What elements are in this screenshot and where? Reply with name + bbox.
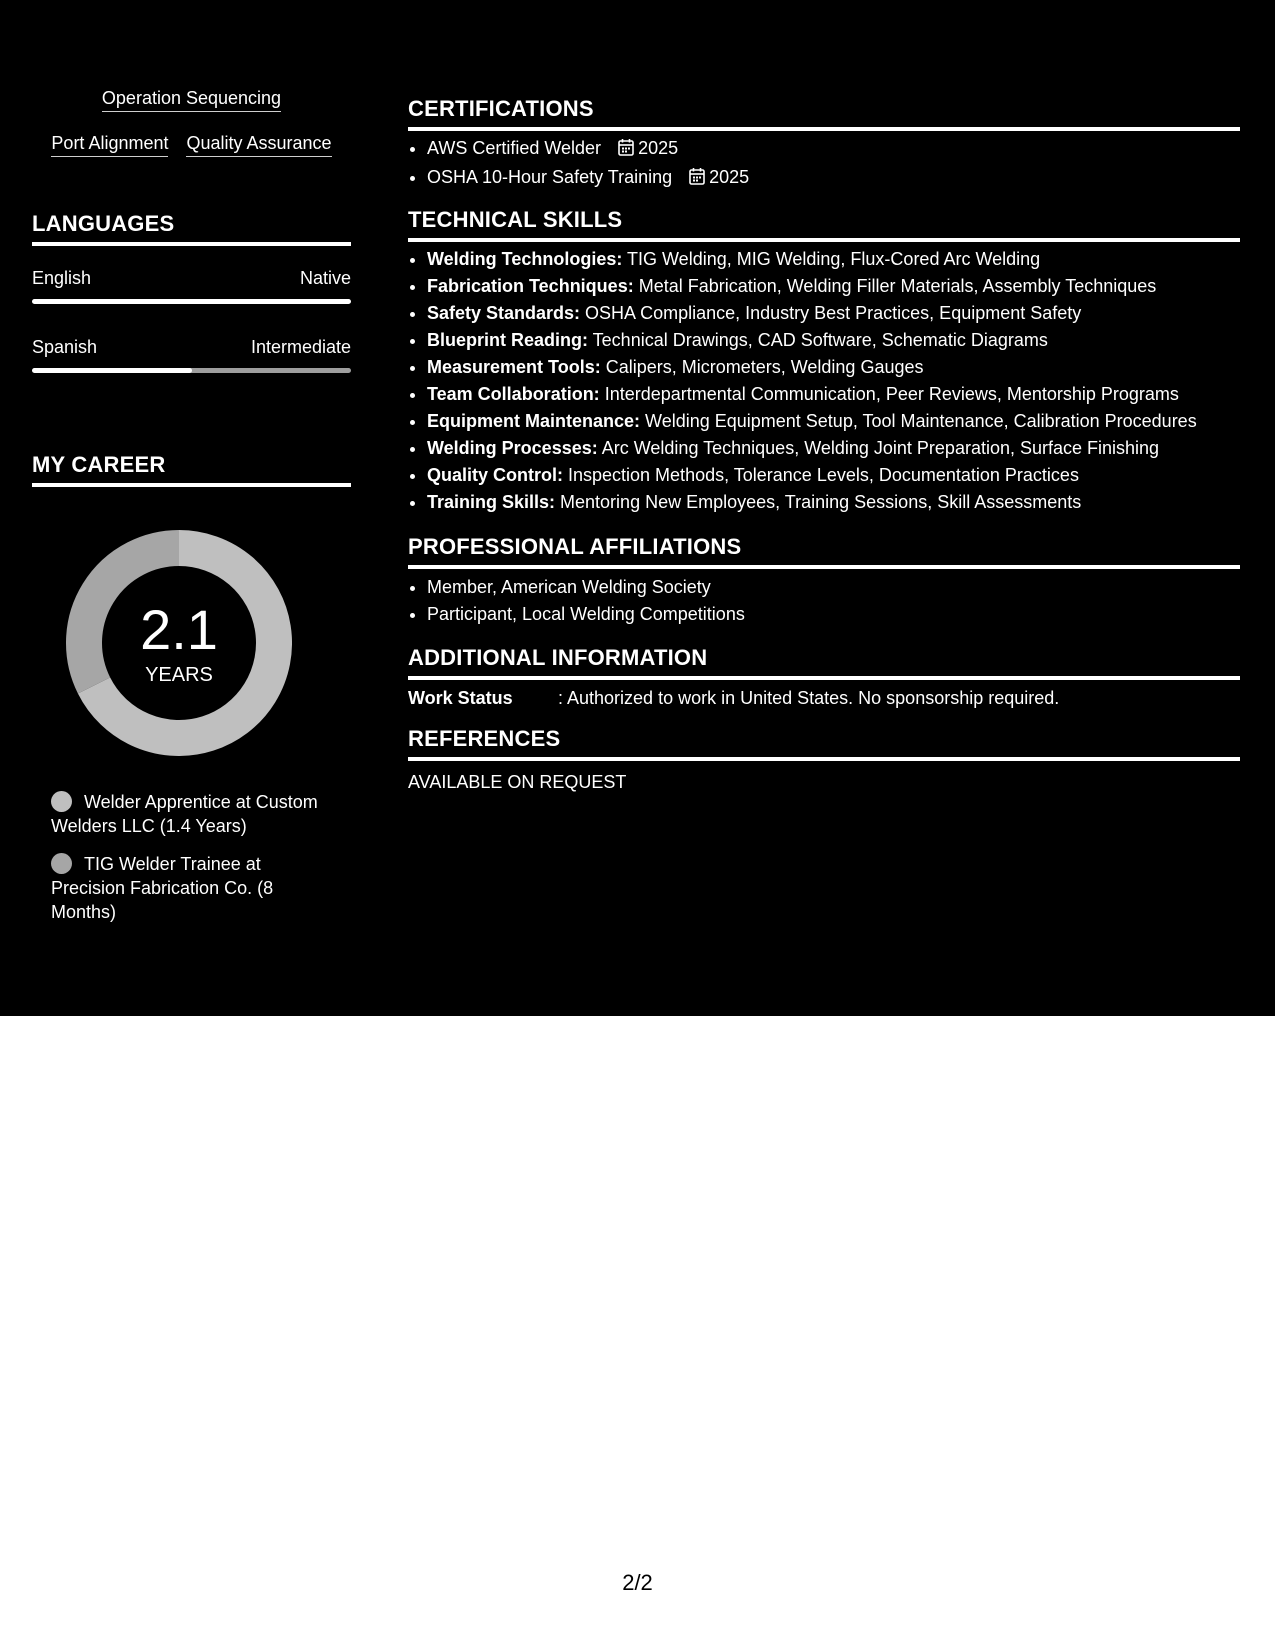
career-entry [51, 790, 331, 838]
skill-text: Technical Drawings, CAD Software, Schematic Diagrams [588, 330, 1048, 350]
skill-label: Safety Standards: [427, 303, 581, 323]
certification-item [427, 164, 1240, 193]
skill-item [427, 246, 1240, 273]
skill-label: Equipment Maintenance: [427, 411, 641, 431]
skill-tag: Operation Sequencing [102, 88, 281, 112]
references-title: REFERENCES [408, 726, 1240, 761]
skill-label: Quality Control: [427, 465, 563, 485]
skill-tags-row-1 [32, 88, 351, 112]
certification-item [427, 135, 1240, 164]
career-entry-text: Welder Apprentice at Custom Welders LLC (1.4 Years) [51, 792, 318, 836]
skill-tag: Quality Assurance [186, 133, 331, 157]
language-proficiency-fill [32, 368, 192, 373]
language-row-spanish [32, 337, 351, 358]
affiliation-item: • Participant, Local Welding Competitions [427, 601, 1240, 628]
technical-skills-title: TECHNICAL SKILLS [408, 207, 1240, 242]
skill-text: Calipers, Micrometers, Welding Gauges [600, 357, 924, 377]
language-level: Intermediate [250, 337, 351, 357]
languages-title: LANGUAGES [32, 211, 351, 246]
skill-label: Team Collaboration: [427, 384, 600, 404]
skill-item [427, 381, 1240, 408]
calendar-icon [618, 137, 634, 164]
career-total-unit: YEARS [145, 664, 213, 686]
career-title: MY CAREER [32, 452, 351, 487]
skill-text: Welding Equipment Setup, Tool Maintenance, Calibration Procedures [640, 411, 1197, 431]
affiliations-list [408, 574, 1240, 628]
language-level: Native [299, 268, 351, 288]
skill-item [427, 462, 1240, 489]
certification-year: 2025 [709, 167, 750, 187]
work-status-value: : Authorized to work in United States. No sponsorship required. [558, 688, 1060, 708]
skill-label: Blueprint Reading: [427, 330, 588, 350]
certification-name: AWS Certified Welder [427, 138, 602, 158]
skill-label: Measurement Tools: [427, 357, 601, 377]
language-row-english [32, 268, 351, 289]
skill-item [427, 408, 1240, 435]
skill-label: Welding Processes: [427, 438, 598, 458]
calendar-icon [689, 166, 705, 193]
skill-text: Mentoring New Employees, Training Sessions, Skill Assessments [555, 492, 1082, 512]
career-donut-center [66, 530, 292, 756]
technical-skills-list [408, 246, 1240, 516]
skill-text: Interdepartmental Communication, Peer Reviews, Mentorship Programs [599, 384, 1179, 404]
skill-text: OSHA Compliance, Industry Best Practices, Equipment Safety [580, 303, 1082, 323]
certification-name: OSHA 10-Hour Safety Training [427, 167, 673, 187]
skill-tag: Port Alignment [51, 133, 168, 157]
work-status-label: Work Status [408, 688, 513, 708]
language-proficiency-fill [32, 299, 351, 304]
skill-text: Metal Fabrication, Welding Filler Materials, Assembly Techniques [633, 276, 1157, 296]
career-entry-text: TIG Welder Trainee at Precision Fabrication Co. (8 Months) [51, 854, 274, 922]
affiliations-title: PROFESSIONAL AFFILIATIONS [408, 534, 1240, 569]
language-proficiency-bar [32, 299, 351, 304]
skill-item [427, 435, 1240, 462]
certification-year: 2025 [638, 138, 679, 158]
career-donut-chart [66, 530, 292, 756]
skill-label: Training Skills: [427, 492, 556, 512]
page-number: 2/2 [622, 1570, 653, 1595]
work-status-row [408, 688, 1240, 709]
career-total-value: 2.1 [140, 598, 218, 661]
certifications-title: CERTIFICATIONS [408, 96, 1240, 131]
affiliation-item: • Member, American Welding Society [427, 574, 1240, 601]
career-legend-dot [51, 791, 72, 812]
skill-item [427, 273, 1240, 300]
skill-item [427, 489, 1240, 516]
career-legend-dot [51, 853, 72, 874]
language-name: English [32, 268, 92, 288]
skill-item [427, 327, 1240, 354]
skill-text: TIG Welding, MIG Welding, Flux-Cored Arc Welding [622, 249, 1041, 269]
skill-item [427, 354, 1240, 381]
skill-text: Arc Welding Techniques, Welding Joint Preparation, Surface Finishing [597, 438, 1160, 458]
skill-text: Inspection Methods, Tolerance Levels, Documentation Practices [563, 465, 1079, 485]
language-name: Spanish [32, 337, 98, 357]
skill-label: Welding Technologies: [427, 249, 623, 269]
skill-tags-row-2 [32, 133, 351, 157]
language-proficiency-bar [32, 368, 351, 373]
references-text: AVAILABLE ON REQUEST [408, 772, 627, 792]
certifications-list [408, 135, 1240, 193]
skill-label: Fabrication Techniques: [427, 276, 634, 296]
skill-item [427, 300, 1240, 327]
additional-info-title: ADDITIONAL INFORMATION [408, 645, 1240, 680]
career-entry [51, 852, 331, 924]
